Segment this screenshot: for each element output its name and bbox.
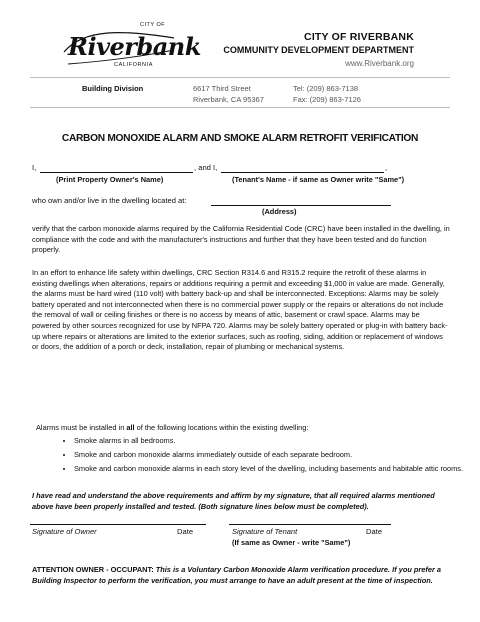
address-label: (Address) xyxy=(262,207,297,216)
contact-numbers xyxy=(293,83,361,105)
locations-text-2: of the following locations within the existing dwelling: xyxy=(134,423,309,432)
address-line-1: 6617 Third Street xyxy=(193,84,251,93)
owner-name-field[interactable] xyxy=(40,172,193,173)
telephone: Tel: (209) 863-7138 xyxy=(293,84,359,93)
tenant-name-field[interactable] xyxy=(221,172,384,173)
header-divider-top xyxy=(30,77,450,78)
logo-state: CALIFORNIA xyxy=(114,62,154,68)
dwelling-text: who own and/or live in the dwelling located at: xyxy=(32,196,187,205)
list-item: • Smoke and carbon monoxide alarms in each story level of the dwelling, including basements and habitable attic rooms. xyxy=(74,464,464,474)
address-field[interactable] xyxy=(211,205,391,206)
city-name: CITY OF RIVERBANK xyxy=(304,31,414,43)
owner-signature-field[interactable] xyxy=(30,524,206,525)
tenant-signature-label: Signature of Tenant xyxy=(232,527,298,536)
locations-all: all xyxy=(126,423,135,432)
website-link[interactable]: www.Riverbank.org xyxy=(345,59,414,68)
tenant-name-label: (Tenant's Name - if same as Owner write "Same") xyxy=(232,175,405,184)
list-item: • Smoke and carbon monoxide alarms immediately outside of each separate bedroom. xyxy=(74,450,464,460)
department-name: COMMUNITY DEVELOPMENT DEPARTMENT xyxy=(223,45,414,55)
verify-paragraph xyxy=(32,224,450,256)
alarm-location-list xyxy=(62,436,464,478)
retrofit-paragraph xyxy=(32,268,450,353)
owner-signature-label: Signature of Owner xyxy=(32,527,97,536)
tenant-same-note: (If same as Owner - write "Same") xyxy=(232,538,351,547)
address-line-2: Riverbank, CA 95367 xyxy=(193,95,264,104)
attention-notice xyxy=(32,565,450,586)
owner-name-label: (Print Property Owner's Name) xyxy=(56,175,164,184)
list-item: • Smoke alarms in all bedrooms. xyxy=(74,436,464,446)
riverbank-logo xyxy=(54,22,201,74)
locations-text-1: Alarms must be installed in xyxy=(36,423,127,432)
comma: , xyxy=(385,163,388,172)
locations-intro xyxy=(36,423,454,434)
form-title: CARBON MONOXIDE ALARM AND SMOKE ALARM RETROFIT VERIFICATION xyxy=(61,133,419,144)
fax: Fax: (209) 863-7126 xyxy=(293,95,361,104)
office-address xyxy=(193,83,264,105)
owner-date-label: Date xyxy=(177,527,194,536)
logo-wordmark: Riverbank xyxy=(68,32,201,61)
affirmation-text: I have read and understand the above requirements and affirm by my signature, that all required alarms mentioned above have been properly installed and tested. (Both signature lines below must be completed). xyxy=(32,491,435,511)
and-i-text: , and I, xyxy=(194,163,218,172)
division-name: Building Division xyxy=(82,84,144,93)
logo-city-of: CITY OF xyxy=(140,22,166,28)
header-divider-bottom xyxy=(30,107,450,108)
tenant-signature-field[interactable] xyxy=(229,524,391,525)
attention-label: ATTENTION OWNER - OCCUPANT: xyxy=(32,565,154,574)
tenant-date-label: Date xyxy=(366,527,383,536)
retrofit-text: In an effort to enhance life safety within dwellings, CRC Section R314.6 and R315.2 require the retrofit of these alarms in existing dwellings when alterations, repairs or additions requiring a permit and exceeding $1,000 in value are made. Generally, the alarms must be hard wired (110 volt) with battery back-up and shall be interconnected. Exceptions: Alarms may be solely battery operated and not interconnected when there is no commercial power supply or the repairs or alterations do not include the removal of wall or ceiling finishes or there is no access by means of attic, basement or crawl space. Alarms may be powered by other sources recognized for use by NFPA 720. Alarms may be solely battery operated or plug-in with battery back-up where repairs or alterations are limited to the exterior surfaces, such as roofing, siding, addition or replacement of windows or doors, the addition of a porch or deck, installation, repair of plumbing or mechanical systems. xyxy=(32,268,448,352)
i-prefix: I, xyxy=(32,163,37,172)
verify-text: verify that the carbon monoxide alarms required by the California Residential Code (CRC) have been installed in the dwelling, in compliance with the code and with the manufacturer's instructions and further that they have been tested and do function properly. xyxy=(32,224,450,255)
attention-text: This is a Voluntary Carbon Monoxide Alarm verification procedure. If you prefer a Building Inspector to perform the verification, you must arrange to have an adult present at the time of inspection. xyxy=(32,565,442,585)
